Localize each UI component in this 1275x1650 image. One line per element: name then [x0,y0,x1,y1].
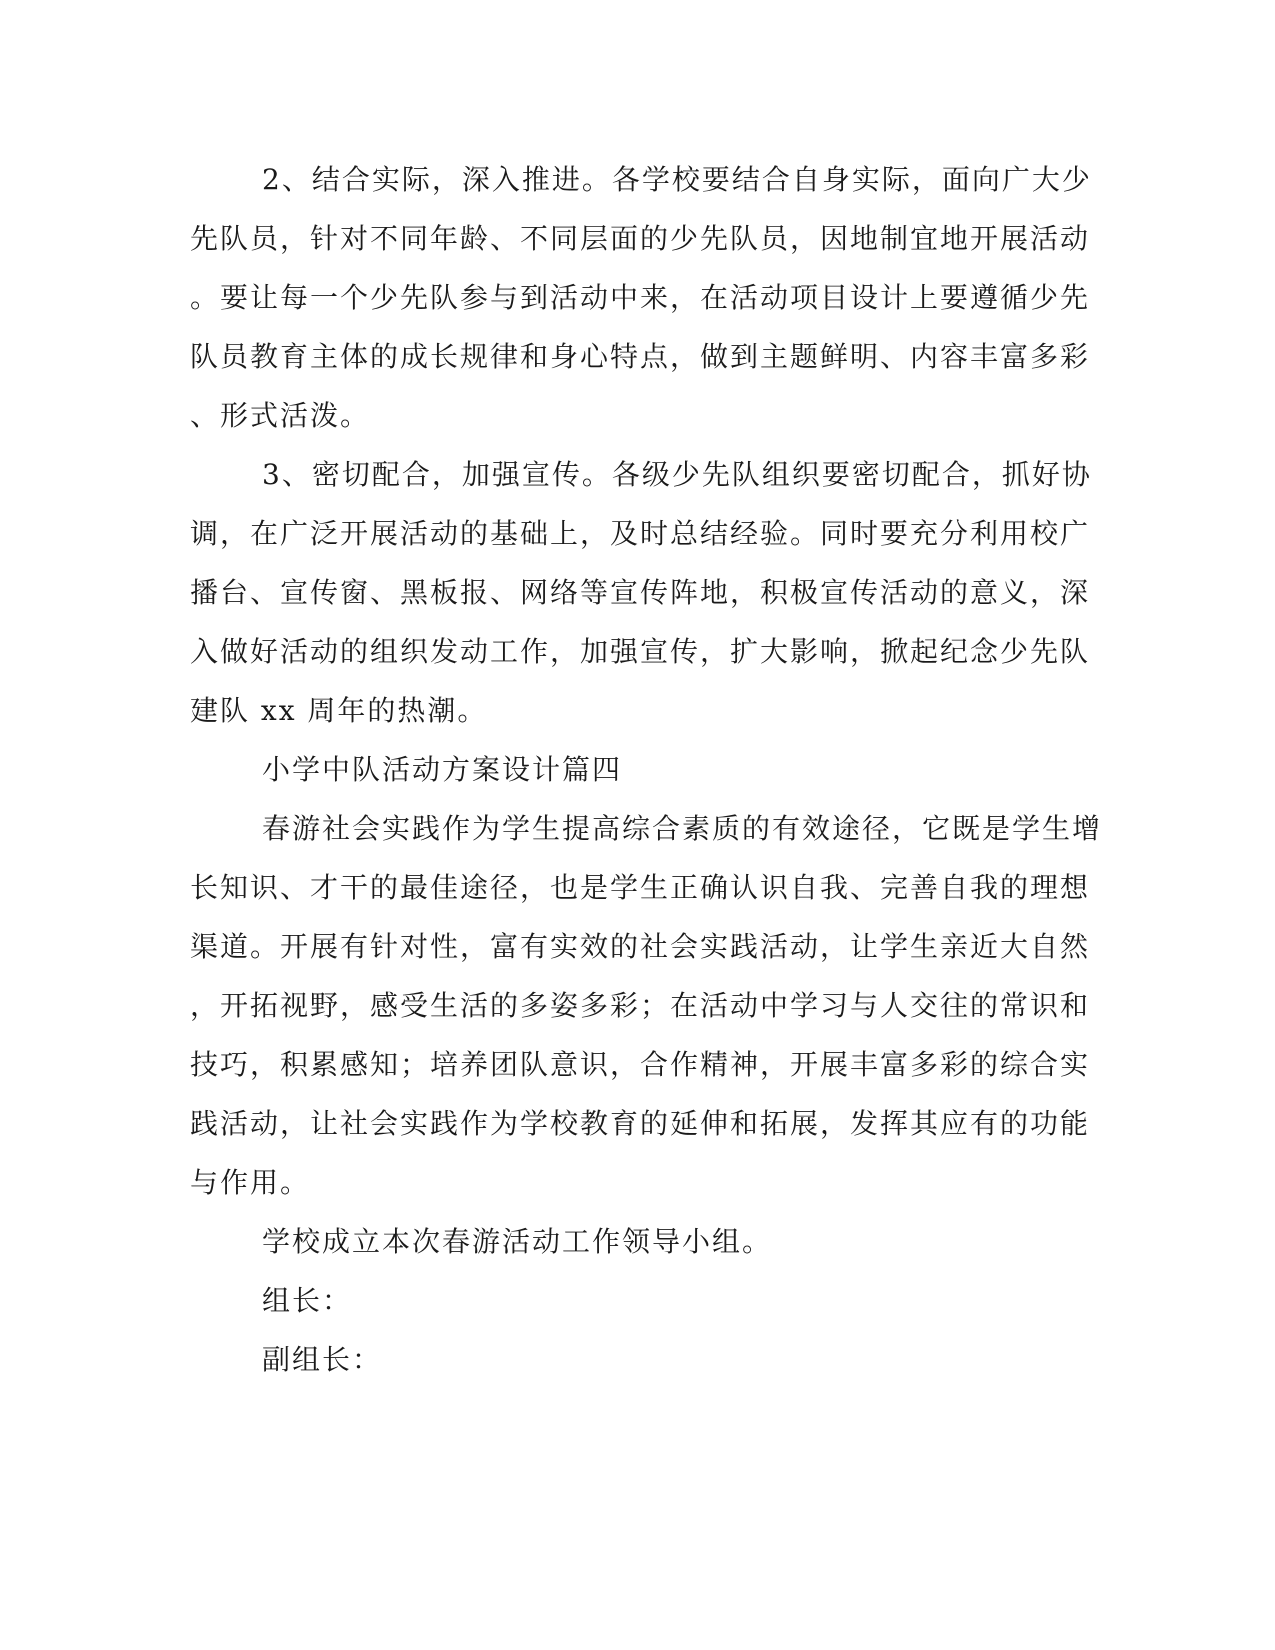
paragraph-line: 3、密切配合，加强宣传。各级少先队组织要密切配合，抓好协 [262,458,1092,491]
deputy-leader-label: 副组长： [262,1343,383,1376]
paragraph-line: 技巧，积累感知；培养团队意识，合作精神，开展丰富多彩的综合实 [190,1048,1091,1081]
paragraph-line: 建队 xx 周年的热潮。 [190,694,488,727]
paragraph-line: 队员教育主体的成长规律和身心特点，做到主题鲜明、内容丰富多彩 [190,340,1091,373]
paragraph-line: 播台、宣传窗、黑板报、网络等宣传阵地，积极宣传活动的意义，深 [190,576,1091,609]
paragraph-line: 长知识、才干的最佳途径，也是学生正确认识自我、完善自我的理想 [190,871,1091,904]
paragraph-line: 入做好活动的组织发动工作，加强宣传，扩大影响，掀起纪念少先队 [190,635,1091,668]
paragraph-line: 学校成立本次春游活动工作领导小组。 [262,1225,773,1258]
paragraph-line: 2、结合实际，深入推进。各学校要结合自身实际，面向广大少 [262,163,1092,196]
paragraph-line: 渠道。开展有针对性，富有实效的社会实践活动，让学生亲近大自然 [190,930,1091,963]
paragraph-line: 。要让每一个少先队参与到活动中来，在活动项目设计上要遵循少先 [190,281,1091,314]
paragraph-line: 调，在广泛开展活动的基础上，及时总结经验。同时要充分利用校广 [190,517,1091,550]
paragraph-line: 践活动，让社会实践作为学校教育的延伸和拓展，发挥其应有的功能 [190,1107,1091,1140]
paragraph-line: 春游社会实践作为学生提高综合素质的有效途径，它既是学生增 [262,812,1103,845]
paragraph-line: ，开拓视野，感受生活的多姿多彩；在活动中学习与人交往的常识和 [190,989,1091,1022]
paragraph-line: 与作用。 [190,1166,311,1199]
group-leader-label: 组长： [262,1284,353,1317]
paragraph-line: 、形式活泼。 [190,399,371,432]
section-heading: 小学中队活动方案设计篇四 [262,753,623,786]
paragraph-line: 先队员，针对不同年龄、不同层面的少先队员，因地制宜地开展活动 [190,222,1091,255]
